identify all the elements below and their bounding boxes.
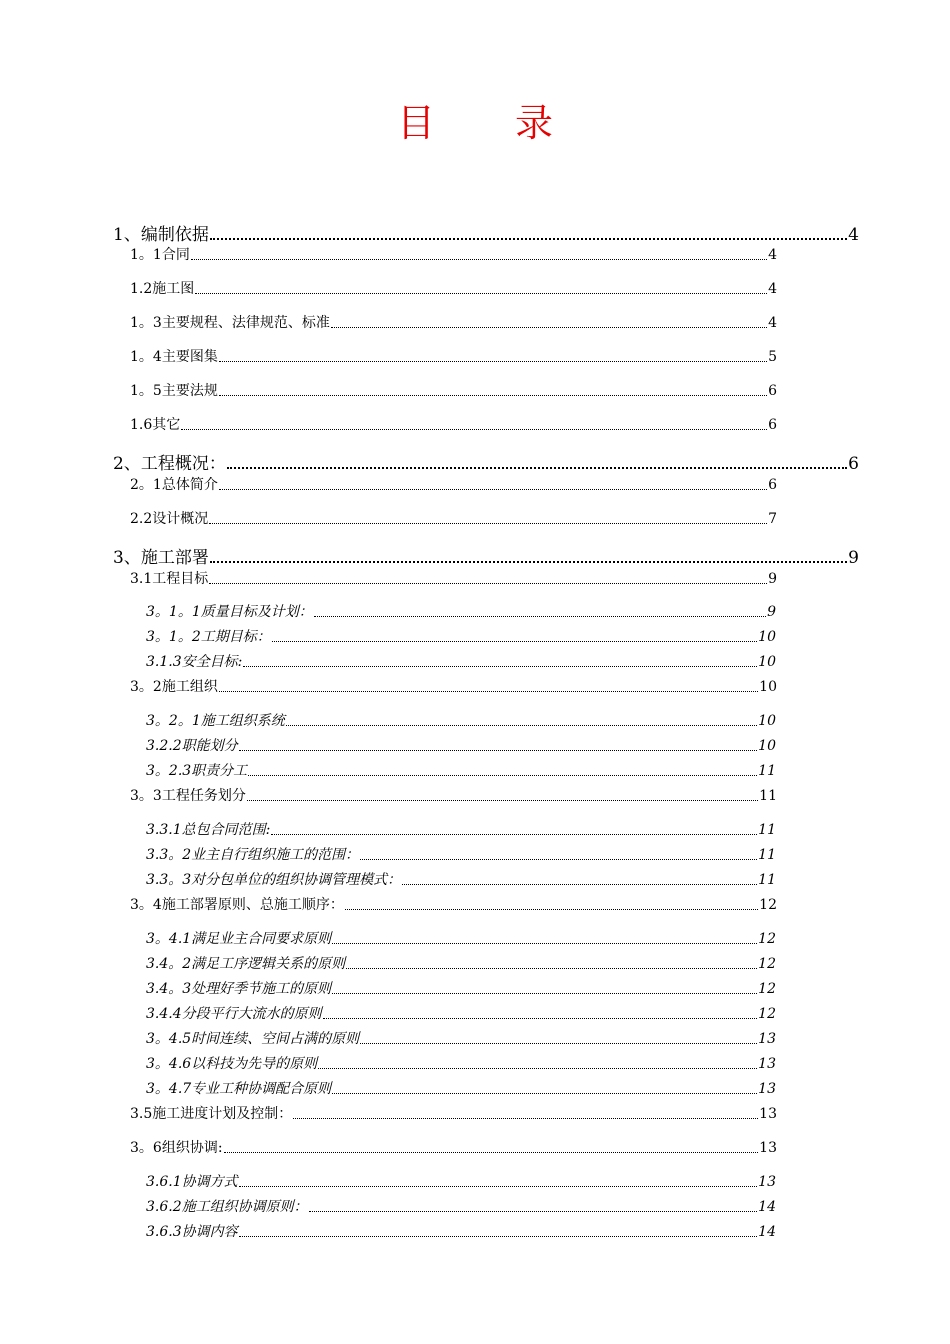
toc-entry-label: 3。6组织协调:	[130, 1140, 223, 1156]
toc-entry-label: 3。3工程任务划分	[130, 788, 246, 804]
toc-entry[interactable]	[146, 928, 776, 948]
toc-entry-page-number: 9	[848, 548, 859, 568]
toc-entry-page-number: 12	[758, 956, 776, 972]
toc-entry[interactable]	[130, 414, 777, 434]
toc-entry[interactable]	[146, 601, 776, 621]
toc-entry-label: 3.2.2职能划分	[146, 738, 238, 754]
toc-entry-page-number: 11	[758, 763, 776, 779]
toc-entry-label: 1、编制依据	[113, 225, 209, 245]
toc-entry-page-number: 12	[758, 981, 776, 997]
toc-entry-label: 1.6其它	[130, 417, 181, 433]
toc-entry-label: 3。2.3职责分工	[146, 763, 248, 779]
toc-entry-page-number: 14	[758, 1199, 776, 1215]
toc-entry[interactable]	[146, 844, 776, 864]
toc-entry-page-number: 13	[758, 1081, 776, 1097]
toc-entry-page-number: 12	[758, 1006, 776, 1022]
toc-entry-label: 3。4.1满足业主合同要求原则	[146, 931, 332, 947]
toc-dot-leader	[332, 1093, 757, 1094]
toc-entry-label: 1。1合同	[130, 247, 190, 263]
toc-entry-page-number: 6	[848, 454, 859, 474]
toc-dot-leader	[332, 993, 757, 994]
toc-dot-leader	[210, 238, 847, 240]
toc-entry-label: 2、工程概况：	[113, 454, 226, 474]
toc-entry[interactable]	[130, 1137, 777, 1157]
toc-entry-page-number: 9	[767, 604, 776, 620]
toc-entry-page-number: 13	[758, 1031, 776, 1047]
toc-dot-leader	[323, 1018, 758, 1019]
toc-dot-leader	[243, 666, 757, 667]
toc-entry-page-number: 13	[759, 1140, 777, 1156]
toc-entry-page-number: 7	[768, 511, 777, 527]
toc-entry[interactable]	[146, 1078, 776, 1098]
toc-entry-page-number: 12	[759, 897, 777, 913]
toc-entry-page-number: 10	[758, 738, 776, 754]
toc-dot-leader	[247, 800, 758, 801]
toc-entry-page-number: 11	[758, 847, 776, 863]
toc-entry[interactable]	[146, 953, 776, 973]
toc-entry-label: 3.1.3安全目标:	[146, 654, 243, 670]
toc-entry-page-number: 6	[768, 417, 777, 433]
toc-dot-leader	[209, 523, 767, 524]
toc-entry[interactable]	[130, 346, 777, 366]
toc-entry-label: 3。4.5时间连续、空间占满的原则	[146, 1031, 360, 1047]
toc-dot-leader	[224, 1152, 759, 1153]
toc-entry-label: 3.5施工进度计划及控制：	[130, 1106, 293, 1122]
toc-entry-page-number: 6	[768, 477, 777, 493]
toc-entry[interactable]	[146, 1028, 776, 1048]
toc-entry-page-number: 11	[758, 822, 776, 838]
toc-entry[interactable]	[130, 785, 777, 805]
toc-dot-leader	[209, 583, 767, 584]
toc-entry-label: 1。5主要法规	[130, 383, 218, 399]
toc-dot-leader	[360, 1043, 757, 1044]
toc-entry[interactable]	[130, 278, 777, 298]
toc-entry[interactable]	[113, 543, 859, 568]
toc-entry-label: 3.4.4分段平行大流水的原则	[146, 1006, 322, 1022]
toc-entry[interactable]	[130, 474, 777, 494]
toc-dot-leader	[219, 361, 767, 362]
toc-entry-page-number: 11	[759, 788, 777, 804]
toc-entry-label: 3.6.1协调方式	[146, 1174, 238, 1190]
toc-entry-page-number: 4	[848, 225, 859, 245]
title-char-1: 目	[396, 101, 435, 145]
toc-entry-page-number: 14	[758, 1224, 776, 1240]
toc-dot-leader	[239, 750, 758, 751]
toc-entry-page-number: 5	[768, 349, 777, 365]
toc-entry[interactable]	[130, 312, 777, 332]
toc-dot-leader	[286, 725, 757, 726]
toc-entry-page-number: 10	[758, 654, 776, 670]
toc-entry-label: 3。4施工部署原则、总施工顺序：	[130, 897, 344, 913]
toc-entry-label: 2。1总体简介	[130, 477, 218, 493]
toc-entry-label: 1。4主要图集	[130, 349, 218, 365]
toc-entry-label: 3。1。2工期目标：	[146, 629, 271, 645]
toc-dot-leader	[191, 259, 767, 260]
toc-entry-page-number: 12	[758, 931, 776, 947]
toc-entry[interactable]	[146, 1171, 776, 1191]
toc-dot-leader	[314, 616, 766, 617]
toc-entry[interactable]	[146, 626, 776, 646]
toc-entry[interactable]	[146, 1196, 776, 1216]
toc-dot-leader	[181, 429, 767, 430]
toc-dot-leader	[402, 884, 757, 885]
toc-entry-page-number: 10	[758, 629, 776, 645]
toc-entry[interactable]	[130, 676, 777, 696]
toc-entry-label: 3.3.1总包合同范围:	[146, 822, 271, 838]
toc-entry-page-number: 6	[768, 383, 777, 399]
toc-dot-leader	[331, 327, 767, 328]
toc-entry[interactable]	[130, 1103, 777, 1123]
toc-entry[interactable]	[146, 978, 776, 998]
toc-dot-leader	[360, 859, 757, 860]
toc-entry[interactable]	[146, 1003, 776, 1023]
toc-entry[interactable]	[130, 508, 777, 528]
toc-dot-leader	[248, 775, 757, 776]
toc-entry[interactable]	[146, 869, 776, 889]
toc-dot-leader	[219, 395, 767, 396]
toc-dot-leader	[318, 1068, 757, 1069]
toc-dot-leader	[219, 691, 758, 692]
toc-dot-leader	[272, 641, 757, 642]
toc-entry-label: 3.1工程目标	[130, 571, 209, 587]
toc-entry-page-number: 10	[758, 713, 776, 729]
toc-entry-label: 3。2。1施工组织系统	[146, 713, 285, 729]
toc-entry-label: 2.2设计概况	[130, 511, 209, 527]
toc-entry[interactable]	[130, 894, 777, 914]
toc-entry[interactable]	[113, 220, 859, 245]
toc-dot-leader	[239, 1236, 758, 1237]
toc-entry-label: 3.3。3对分包单位的组织协调管理模式：	[146, 872, 402, 888]
toc-entry[interactable]	[146, 1221, 776, 1241]
toc-entry[interactable]	[113, 449, 859, 474]
toc-dot-leader	[227, 467, 847, 469]
toc-entry-label: 3.6.2施工组织协调原则：	[146, 1199, 308, 1215]
toc-entry-label: 3。1。1质量目标及计划：	[146, 604, 313, 620]
toc-entry-label: 3.6.3协调内容	[146, 1224, 238, 1240]
toc-dot-leader	[210, 561, 847, 563]
toc-entry-page-number: 10	[759, 679, 777, 695]
toc-entry-label: 3。4.6以科技为先导的原则	[146, 1056, 318, 1072]
toc-dot-leader	[219, 489, 767, 490]
toc-entry-page-number: 13	[758, 1056, 776, 1072]
toc-entry-label: 1.2施工图	[130, 281, 195, 297]
toc-entry[interactable]	[146, 819, 776, 839]
toc-entry-label: 3.3。2业主自行组织施工的范围：	[146, 847, 360, 863]
toc-entry[interactable]	[130, 568, 777, 588]
toc-entry[interactable]	[146, 651, 776, 671]
toc-dot-leader	[346, 968, 757, 969]
toc-entry-page-number: 11	[758, 872, 776, 888]
toc-entry-page-number: 4	[768, 281, 777, 297]
toc-entry-page-number: 13	[758, 1174, 776, 1190]
toc-entry-label: 3。4.7专业工种协调配合原则	[146, 1081, 332, 1097]
toc-entry[interactable]	[146, 710, 776, 730]
toc-dot-leader	[332, 943, 757, 944]
toc-entry-page-number: 13	[759, 1106, 777, 1122]
toc-entry-label: 3.4。2满足工序逻辑关系的原则	[146, 956, 346, 972]
toc-entry-page-number: 4	[768, 315, 777, 331]
toc-entry[interactable]	[146, 760, 776, 780]
toc-entry[interactable]	[130, 380, 777, 400]
toc-entry-page-number: 9	[768, 571, 777, 587]
toc-dot-leader	[239, 1186, 758, 1187]
toc-entry[interactable]	[130, 244, 777, 264]
toc-dot-leader	[195, 293, 767, 294]
toc-dot-leader	[309, 1211, 758, 1212]
toc-entry-page-number: 4	[768, 247, 777, 263]
toc-dot-leader	[345, 909, 758, 910]
toc-dot-leader	[293, 1118, 758, 1119]
toc-entry[interactable]	[146, 1053, 776, 1073]
title-char-2: 录	[515, 101, 554, 145]
toc-entry-label: 3、施工部署	[113, 548, 209, 568]
toc-entry-label: 3。2施工组织	[130, 679, 218, 695]
toc-entry[interactable]	[146, 735, 776, 755]
toc-dot-leader	[271, 834, 757, 835]
toc-entry-label: 1。3主要规程、法律规范、标准	[130, 315, 330, 331]
toc-entry-label: 3.4。3处理好季节施工的原则	[146, 981, 332, 997]
